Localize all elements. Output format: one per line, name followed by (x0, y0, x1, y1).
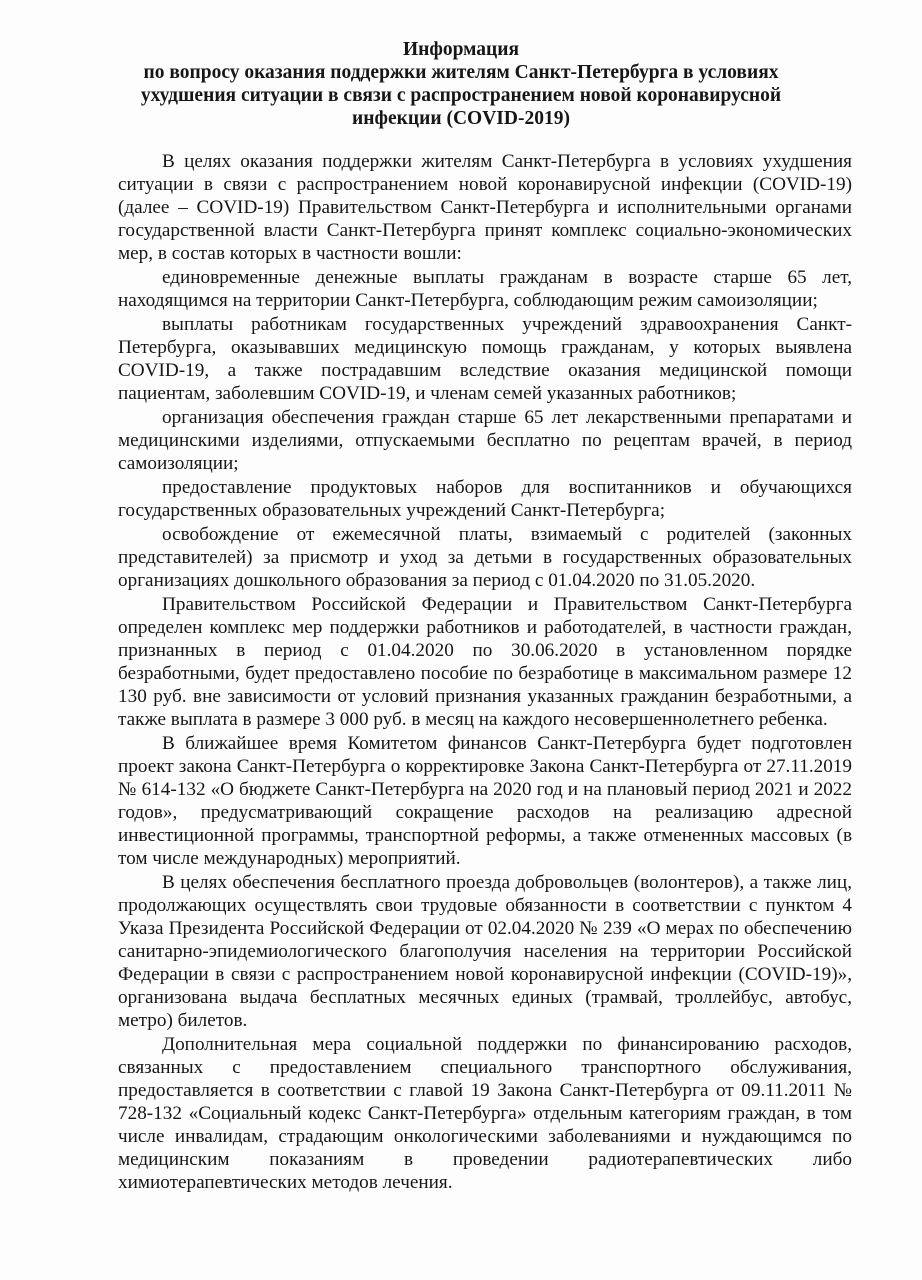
title-line-3: ухудшения ситуации в связи с распространением новой коронавирусной (140, 85, 782, 106)
paragraph-unemployment: Правительством Российской Федерации и Правительством Санкт-Петербурга определен комплекс мер поддержки работников и работодателей, в частности граждан, признанных в период с 01.04.2020 по 30.06.2020 в установленном порядке безработными, будет предоставлено пособие по безработице в максимальном размере 12 130 руб. вне зависимости от условий признания указанных гражданин безработными, а также выплата в размере 3 000 руб. в месяц на каждого несовершеннолетнего ребенка. (118, 594, 852, 730)
paragraph-measure-medicines: организация обеспечения граждан старше 65 лет лекарственными препаратами и медицинскими изделиями, отпускаемыми бесплатно по рецептам врачей, в период самоизоляции; (118, 407, 852, 474)
paragraph-volunteer-transport: В целях обеспечения бесплатного проезда добровольцев (волонтеров), а также лиц, продолжающих осуществлять свои трудовые обязанности в соответствии с пунктом 4 Указа Президента Российской Федерации от 02.04.2020 № 239 «О мерах по обеспечению санитарно-эпидемиологического благополучия населения на территории Российской Федерации в связи с распространением новой коронавирусной инфекции (COVID-19)», организована выдача бесплатных месячных единых (трамвай, троллейбус, автобус, метро) билетов. (118, 872, 852, 1031)
paragraph-measure-kindergarten-fee: освобождение от ежемесячной платы, взимаемый с родителей (законных представителей) за присмотр и уход за детьми в государственных образовательных организациях дошкольного образования за период с 01.04.2020 по 31.05.2020. (118, 524, 852, 591)
document-body (118, 150, 852, 1194)
title-line-1: Информация (402, 39, 520, 60)
paragraph-budget-law: В ближайшее время Комитетом финансов Санкт-Петербурга будет подготовлен проект закона Санкт-Петербурга о корректировке Закона Санкт-Петербурга от 27.11.2019 № 614-132 «О бюджете Санкт-Петербурга на 2020 год и на плановый период 2021 и 2022 годов», предусматривающий сокращение расходов на реализацию адресной инвестиционной программы, транспортной реформы, а также отмененных массовых (в том числе международных) мероприятий. (118, 733, 852, 869)
paragraph-measure-food-sets: предоставление продуктовых наборов для воспитанников и обучающихся государственных образовательных учреждений Санкт-Петербурга; (118, 477, 852, 521)
paragraph-measure-payments-65: единовременные денежные выплаты гражданам в возрасте старше 65 лет, находящимся на территории Санкт-Петербурга, соблюдающим режим самоизоляции; (118, 267, 852, 311)
paragraph-special-transport: Дополнительная мера социальной поддержки по финансированию расходов, связанных с предоставлением специального транспортного обслуживания, предоставляется в соответствии с главой 19 Закона Санкт-Петербурга от 09.11.2011 № 728-132 «Социальный кодекс Санкт-Петербурга» отдельным категориям граждан, в том числе инвалидам, страдающим онкологическими заболеваниями и нуждающимся по медицинским показаниям в проведении радиотерапевтических либо химиотерапевтических методов лечения. (118, 1034, 852, 1193)
title-line-4: инфекции (COVID-2019) (352, 108, 570, 129)
title-line-2: по вопросу оказания поддержки жителям Санкт-Петербурга в условиях (143, 62, 779, 83)
paragraph-measure-medical-workers: выплаты работникам государственных учреждений здравоохранения Санкт-Петербурга, оказывавших медицинскую помощь гражданам, у которых выявлена COVID-19, а также пострадавшим вследствие оказания медицинской помощи пациентам, заболевшим COVID-19, и членам семей указанных работников; (118, 314, 852, 404)
document-title (120, 38, 802, 130)
paragraph-intro: В целях оказания поддержки жителям Санкт-Петербурга в условиях ухудшения ситуации в связи с распространением новой коронавирусной инфекции (COVID-19) (далее – COVID-19) Правительством Санкт-Петербурга и исполнительными органами государственной власти Санкт-Петербурга принят комплекс социально-экономических мер, в состав которых в частности вошли: (118, 151, 852, 264)
